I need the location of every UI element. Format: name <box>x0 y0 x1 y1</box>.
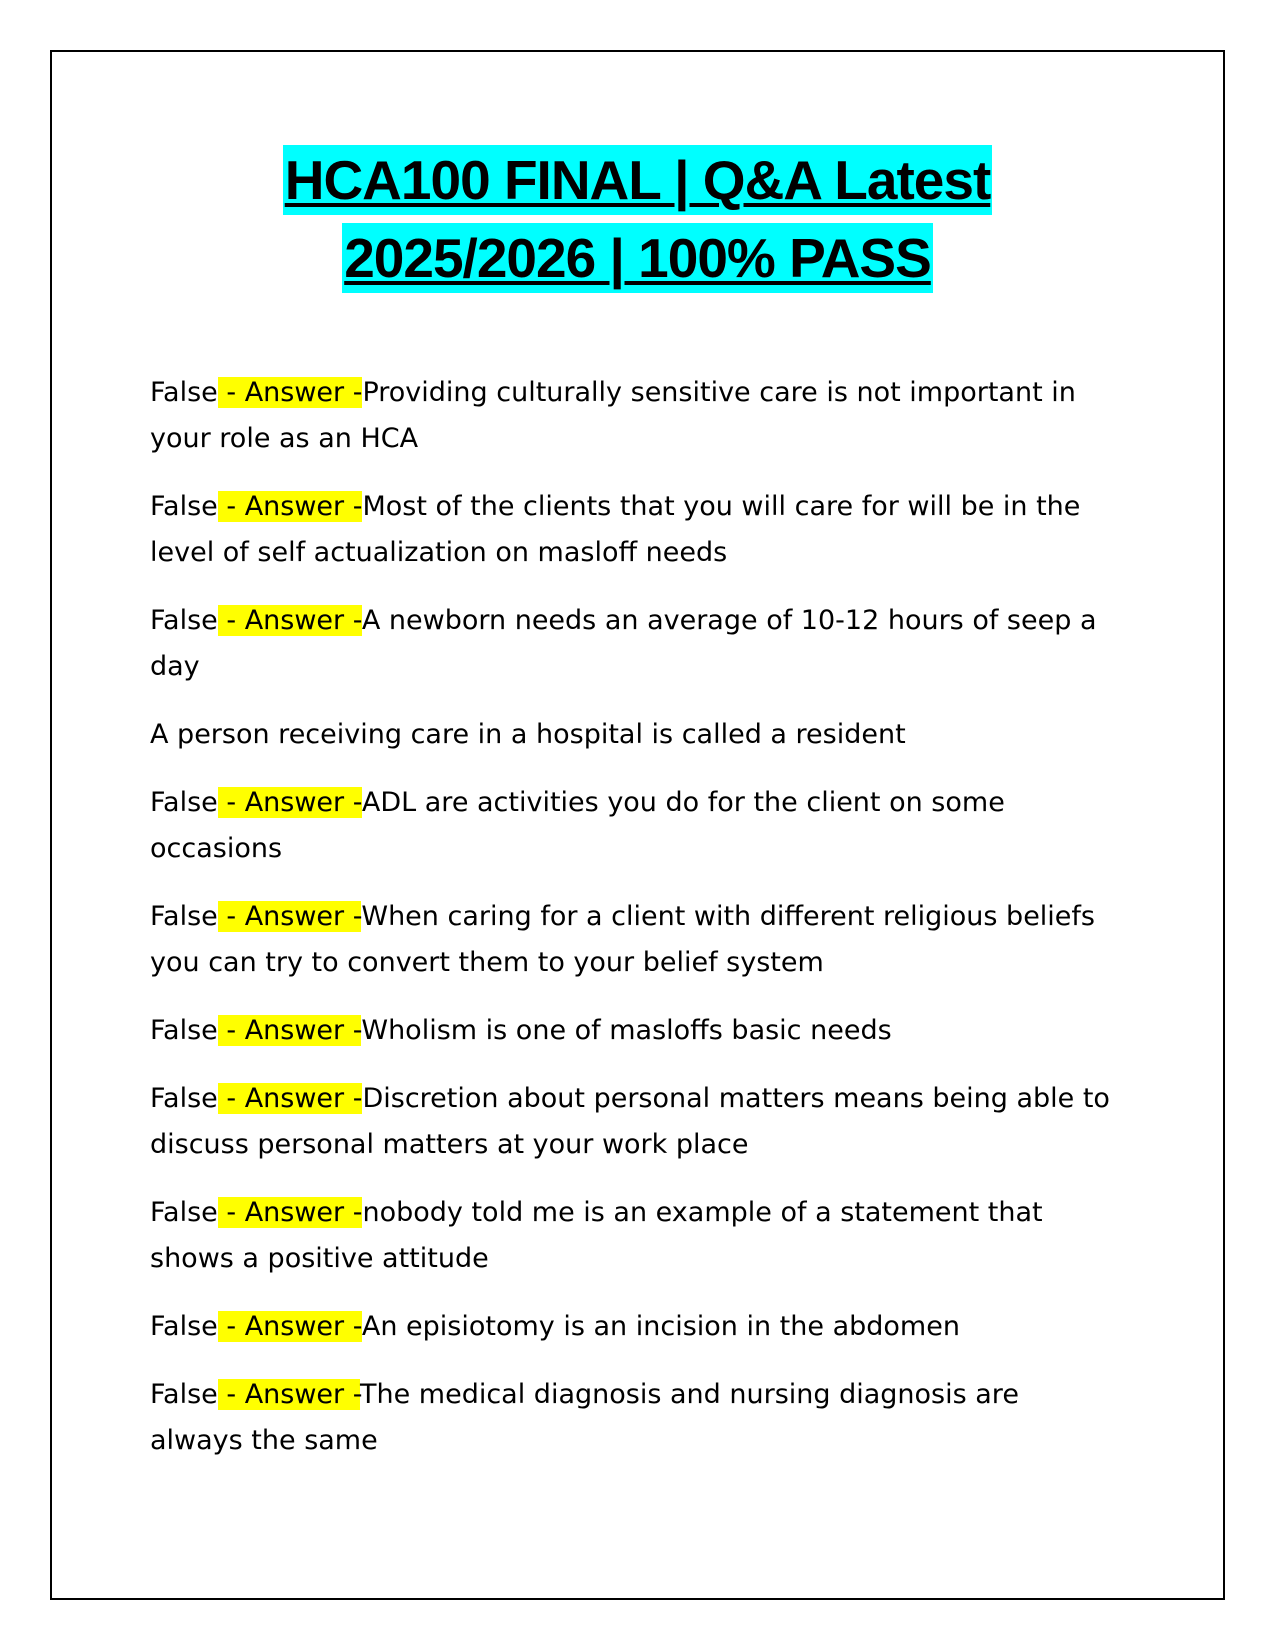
question-text: nobody told me is an example of a statement that shows a positive attitude <box>150 1197 1043 1274</box>
qa-item <box>150 484 1120 576</box>
question-text: Providing culturally sensitive care is not important in your role as an HCA <box>150 377 1076 454</box>
qa-item <box>150 1076 1120 1168</box>
answer-value: False <box>150 1083 218 1114</box>
qa-item <box>150 712 1120 758</box>
answer-value: False <box>150 1197 218 1228</box>
answer-value: False <box>150 1311 218 1342</box>
answer-value: False <box>150 787 218 818</box>
title-line-2: 2025/2026 | 100% PASS <box>342 223 933 293</box>
document-title <box>0 145 1275 301</box>
answer-marker: - Answer - <box>217 491 363 522</box>
qa-list <box>150 370 1120 1486</box>
answer-marker: - Answer - <box>217 901 362 932</box>
answer-value: False <box>150 1015 218 1046</box>
question-text: The medical diagnosis and nursing diagnosis are always the same <box>150 1379 1019 1456</box>
question-text: When caring for a client with different religious beliefs you can try to convert them to your belief system <box>150 901 1095 978</box>
qa-item <box>150 598 1120 690</box>
title-line-1: HCA100 FINAL | Q&A Latest <box>283 145 993 215</box>
qa-item <box>150 894 1120 986</box>
answer-marker: - Answer - <box>217 1015 362 1046</box>
qa-item <box>150 780 1120 872</box>
question-text: ADL are activities you do for the client on some occasions <box>150 787 1005 864</box>
answer-marker: - Answer - <box>217 1311 362 1342</box>
question-text: A newborn needs an average of 10-12 hours of seep a day <box>150 605 1097 682</box>
question-text: Wholism is one of masloffs basic needs <box>361 1015 892 1046</box>
qa-item <box>150 1008 1120 1054</box>
answer-marker: - Answer - <box>217 1379 360 1410</box>
answer-value: False <box>150 491 218 522</box>
answer-value: False <box>150 1379 218 1410</box>
answer-marker: - Answer - <box>217 787 362 818</box>
question-text: Most of the clients that you will care for will be in the level of self actualization on masloff needs <box>150 491 1081 568</box>
qa-item <box>150 1372 1120 1464</box>
answer-marker: - Answer - <box>217 605 362 636</box>
answer-value: False <box>150 605 218 636</box>
qa-item <box>150 1304 1120 1350</box>
qa-item <box>150 370 1120 462</box>
qa-item <box>150 1190 1120 1282</box>
question-text: Discretion about personal matters means being able to discuss personal matters at your work place <box>150 1083 1110 1160</box>
answer-value: False <box>150 901 218 932</box>
answer-marker: - Answer - <box>217 1083 363 1114</box>
answer-marker: - Answer - <box>217 1197 363 1228</box>
answer-marker: - Answer - <box>217 377 363 408</box>
question-text: An episiotomy is an incision in the abdomen <box>361 1311 960 1342</box>
answer-value: False <box>150 377 218 408</box>
question-text: A person receiving care in a hospital is called a resident <box>150 719 906 750</box>
